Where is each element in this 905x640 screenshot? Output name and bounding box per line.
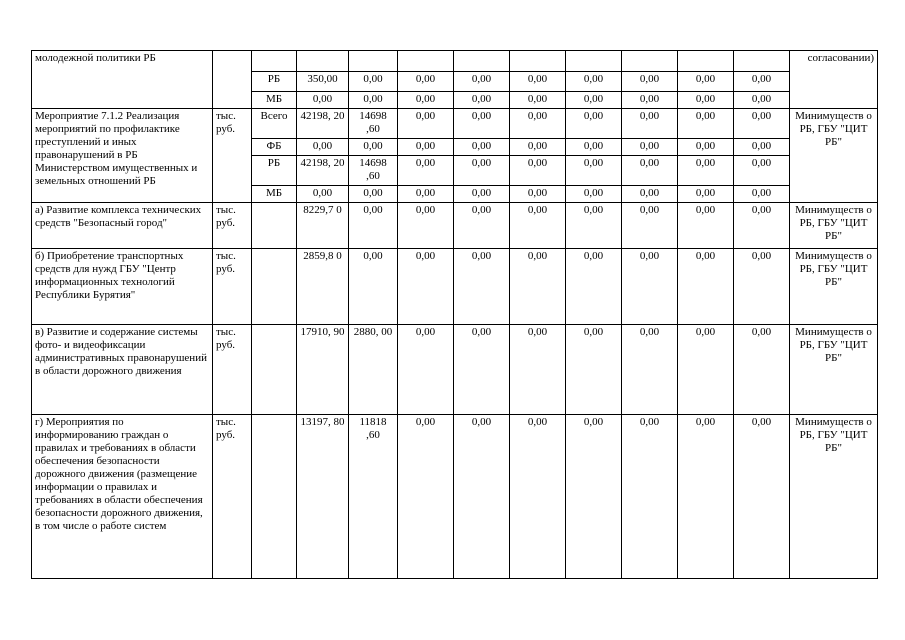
value-cell: 0,00 — [454, 156, 510, 186]
value-cell: 0,00 — [398, 415, 454, 579]
value-cell: 0,00 — [734, 139, 790, 156]
value-cell: 0,00 — [297, 139, 349, 156]
table-row — [32, 203, 878, 249]
value-cell: 0,00 — [349, 186, 398, 203]
value-cell — [297, 51, 349, 72]
value-cell: 0,00 — [454, 415, 510, 579]
responsible-cell: Минимуществ о РБ, ГБУ "ЦИТ РБ" — [790, 109, 878, 203]
value-cell: 0,00 — [349, 249, 398, 325]
value-cell: 0,00 — [454, 139, 510, 156]
value-cell: 0,00 — [734, 325, 790, 415]
activity-name-cell: молодежной политики РБ — [32, 51, 213, 109]
value-cell — [622, 51, 678, 72]
value-cell: 0,00 — [734, 156, 790, 186]
value-cell: 0,00 — [398, 109, 454, 139]
source-cell — [252, 415, 297, 579]
unit-cell: тыс. руб. — [213, 109, 252, 203]
table-row — [32, 325, 878, 415]
value-cell: 0,00 — [566, 415, 622, 579]
value-cell: 42198, 20 — [297, 156, 349, 186]
value-cell: 0,00 — [510, 325, 566, 415]
value-cell: 0,00 — [734, 249, 790, 325]
value-cell: 2880, 00 — [349, 325, 398, 415]
value-cell: 0,00 — [398, 249, 454, 325]
value-cell: 0,00 — [622, 92, 678, 109]
responsible-cell: Минимуществ о РБ, ГБУ "ЦИТ РБ" — [790, 415, 878, 579]
value-cell: 0,00 — [678, 325, 734, 415]
value-cell: 14698 ,60 — [349, 156, 398, 186]
value-cell: 0,00 — [398, 72, 454, 92]
value-cell: 0,00 — [622, 203, 678, 249]
value-cell: 0,00 — [454, 72, 510, 92]
unit-cell: тыс. руб. — [213, 415, 252, 579]
value-cell: 0,00 — [678, 109, 734, 139]
unit-cell: тыс. руб. — [213, 249, 252, 325]
value-cell: 0,00 — [510, 109, 566, 139]
value-cell: 0,00 — [398, 186, 454, 203]
source-cell: МБ — [252, 186, 297, 203]
activity-name-cell: Мероприятие 7.1.2 Реализация мероприятий по профилактике преступлений и иных правонарушений в РБ Министерством имущественных и земельных отношений РБ — [32, 109, 213, 203]
table-row — [32, 109, 878, 139]
unit-cell: тыс. руб. — [213, 203, 252, 249]
value-cell: 0,00 — [349, 203, 398, 249]
value-cell: 13197, 80 — [297, 415, 349, 579]
document-page — [31, 50, 877, 579]
responsible-cell: Минимуществ о РБ, ГБУ "ЦИТ РБ" — [790, 203, 878, 249]
value-cell: 0,00 — [566, 325, 622, 415]
value-cell: 0,00 — [398, 325, 454, 415]
source-cell: ФБ — [252, 139, 297, 156]
source-cell — [252, 325, 297, 415]
value-cell: 0,00 — [678, 72, 734, 92]
value-cell: 0,00 — [510, 249, 566, 325]
value-cell: 0,00 — [398, 92, 454, 109]
value-cell: 0,00 — [678, 186, 734, 203]
source-cell — [252, 51, 297, 72]
value-cell: 0,00 — [349, 92, 398, 109]
value-cell: 14698 ,60 — [349, 109, 398, 139]
value-cell — [566, 51, 622, 72]
value-cell: 0,00 — [510, 203, 566, 249]
unit-cell: тыс. руб. — [213, 325, 252, 415]
value-cell: 0,00 — [510, 92, 566, 109]
value-cell: 0,00 — [454, 109, 510, 139]
value-cell: 0,00 — [566, 156, 622, 186]
value-cell: 0,00 — [622, 72, 678, 92]
value-cell — [398, 51, 454, 72]
value-cell: 0,00 — [454, 325, 510, 415]
value-cell: 0,00 — [678, 203, 734, 249]
value-cell: 0,00 — [566, 249, 622, 325]
value-cell: 0,00 — [566, 72, 622, 92]
table-row — [32, 249, 878, 325]
value-cell: 0,00 — [622, 156, 678, 186]
value-cell: 0,00 — [678, 249, 734, 325]
value-cell: 0,00 — [622, 109, 678, 139]
value-cell: 0,00 — [734, 92, 790, 109]
responsible-cell: Минимуществ о РБ, ГБУ "ЦИТ РБ" — [790, 325, 878, 415]
value-cell: 17910, 90 — [297, 325, 349, 415]
value-cell: 0,00 — [510, 139, 566, 156]
value-cell: 0,00 — [454, 92, 510, 109]
table-row — [32, 415, 878, 579]
value-cell: 0,00 — [566, 186, 622, 203]
value-cell: 0,00 — [734, 109, 790, 139]
responsible-cell: согласовании) — [790, 51, 878, 109]
value-cell: 0,00 — [349, 139, 398, 156]
value-cell — [678, 51, 734, 72]
value-cell: 0,00 — [566, 109, 622, 139]
table-row — [32, 51, 878, 72]
value-cell: 0,00 — [734, 415, 790, 579]
value-cell — [734, 51, 790, 72]
value-cell: 350,00 — [297, 72, 349, 92]
value-cell: 8229,7 0 — [297, 203, 349, 249]
activity-name-cell: г) Мероприятия по информированию граждан о правилах и требованиях в области обеспечения безопасности дорожного движения (размещение информации о правилах и требованиях в области обеспечения безопасности дорожного движения, в том числе о работе систем — [32, 415, 213, 579]
value-cell: 0,00 — [566, 92, 622, 109]
value-cell: 0,00 — [297, 186, 349, 203]
value-cell: 0,00 — [622, 249, 678, 325]
value-cell: 0,00 — [297, 92, 349, 109]
value-cell: 0,00 — [622, 325, 678, 415]
source-cell — [252, 203, 297, 249]
value-cell: 0,00 — [622, 186, 678, 203]
activity-name-cell: а) Развитие комплекса технических средств "Безопасный город" — [32, 203, 213, 249]
unit-cell — [213, 51, 252, 109]
value-cell: 0,00 — [734, 186, 790, 203]
value-cell: 0,00 — [566, 139, 622, 156]
value-cell: 42198, 20 — [297, 109, 349, 139]
value-cell: 0,00 — [734, 72, 790, 92]
value-cell — [454, 51, 510, 72]
source-cell: Всего — [252, 109, 297, 139]
value-cell: 0,00 — [678, 92, 734, 109]
value-cell: 0,00 — [454, 186, 510, 203]
source-cell — [252, 249, 297, 325]
activity-name-cell: в) Развитие и содержание системы фото- и видеофиксации административных правонарушений в области дорожного движения — [32, 325, 213, 415]
value-cell: 0,00 — [510, 415, 566, 579]
value-cell: 0,00 — [398, 203, 454, 249]
program-activities-table — [31, 50, 878, 579]
value-cell: 0,00 — [454, 249, 510, 325]
value-cell: 0,00 — [566, 203, 622, 249]
activity-name-cell: б) Приобретение транспортных средств для нужд ГБУ "Центр информационных технологий Республики Бурятия" — [32, 249, 213, 325]
value-cell: 0,00 — [349, 72, 398, 92]
value-cell: 0,00 — [734, 203, 790, 249]
value-cell: 11818 ,60 — [349, 415, 398, 579]
value-cell — [349, 51, 398, 72]
source-cell: МБ — [252, 92, 297, 109]
responsible-cell: Минимуществ о РБ, ГБУ "ЦИТ РБ" — [790, 249, 878, 325]
value-cell: 0,00 — [510, 186, 566, 203]
value-cell: 0,00 — [454, 203, 510, 249]
value-cell: 0,00 — [678, 139, 734, 156]
value-cell: 0,00 — [678, 156, 734, 186]
value-cell: 2859,8 0 — [297, 249, 349, 325]
value-cell: 0,00 — [622, 139, 678, 156]
value-cell — [510, 51, 566, 72]
source-cell: РБ — [252, 72, 297, 92]
value-cell: 0,00 — [398, 156, 454, 186]
source-cell: РБ — [252, 156, 297, 186]
value-cell: 0,00 — [510, 156, 566, 186]
value-cell: 0,00 — [510, 72, 566, 92]
value-cell: 0,00 — [678, 415, 734, 579]
value-cell: 0,00 — [622, 415, 678, 579]
value-cell: 0,00 — [398, 139, 454, 156]
